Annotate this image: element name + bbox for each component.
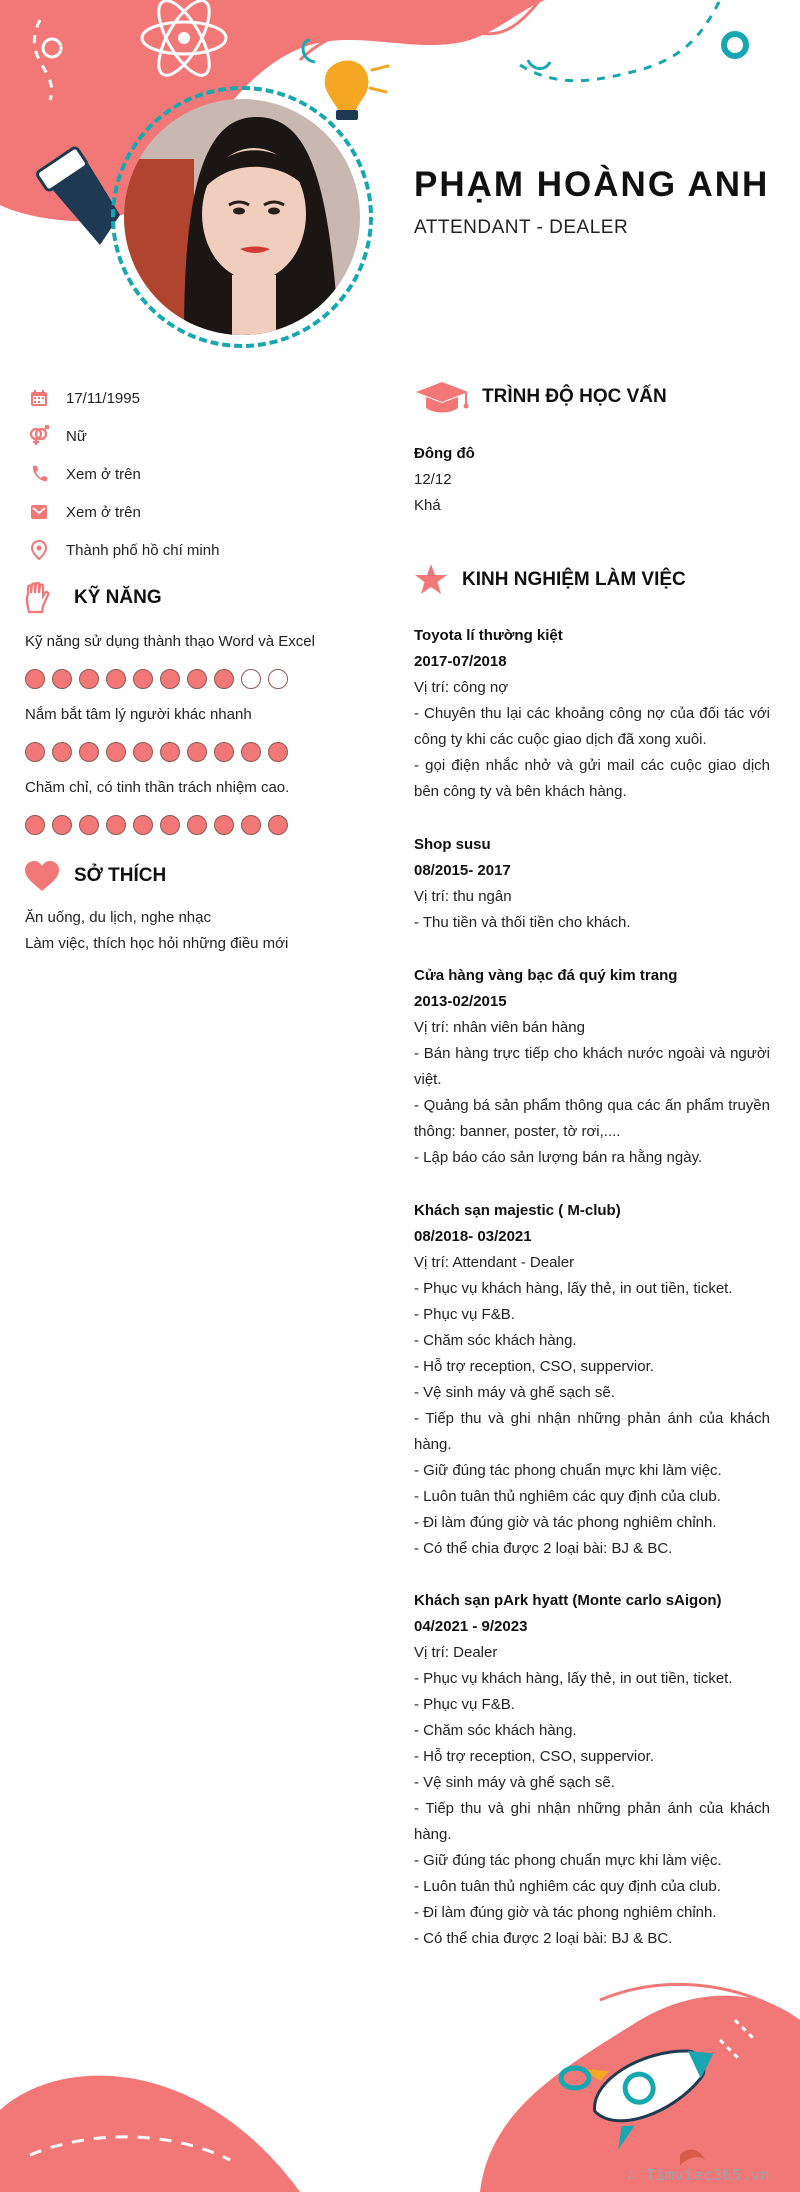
- rating-dot-filled: [133, 669, 153, 689]
- education-heading: [414, 380, 667, 414]
- location-icon: [28, 539, 50, 561]
- rating-dot-filled: [214, 742, 234, 762]
- skill-rating: [25, 742, 288, 762]
- rating-dot-empty: [241, 669, 261, 689]
- rating-dot-filled: [106, 669, 126, 689]
- job-detail: - Đi làm đúng giờ và tác phong nghiêm chỉnh.: [414, 1904, 717, 1921]
- job-detail: - Bán hàng trực tiếp cho khách nước ngoài và người việt.: [414, 1045, 770, 1088]
- job-detail: - gọi điện nhắc nhở và gửi mail các cuộc giao dịch bên công ty và bên khách hàng.: [414, 757, 770, 800]
- job-detail: - Vệ sinh máy và ghế sạch sẽ.: [414, 1774, 615, 1791]
- skill-name: Nắm bắt tâm lý người khác nhanh: [25, 706, 252, 723]
- job-detail: - Giữ đúng tác phong chuẩn mực khi làm việc.: [414, 1462, 722, 1479]
- rating-dot-filled: [160, 742, 180, 762]
- rating-dot-empty: [268, 669, 288, 689]
- job-detail: - Hỗ trợ reception, CSO, suppervior.: [414, 1358, 654, 1375]
- skill-name: Kỹ năng sử dụng thành thạo Word và Excel: [25, 633, 315, 650]
- job-period: 08/2015- 2017: [414, 862, 511, 879]
- company-name: Toyota lí thường kiệt: [414, 627, 563, 644]
- experience-heading-label: KINH NGHIỆM LÀM VIỆC: [462, 569, 686, 590]
- job-detail: - Giữ đúng tác phong chuẩn mực khi làm việc.: [414, 1852, 722, 1869]
- contact-address: [28, 538, 219, 562]
- job-detail: - Tiếp thu và ghi nhận những phản ánh của khách hàng.: [414, 1410, 770, 1453]
- company-name: Khách sạn majestic ( M-club): [414, 1202, 621, 1219]
- experience-entry: [414, 832, 770, 936]
- rating-dot-filled: [214, 815, 234, 835]
- job-detail: - Tiếp thu và ghi nhận những phản ánh của khách hàng.: [414, 1800, 770, 1843]
- job-detail: - Chuyên thu lại các khoảng công nợ của đối tác với công ty khi các cuộc giao dịch đã xong xuôi.: [414, 705, 770, 748]
- job-detail: - Hỗ trợ reception, CSO, suppervior.: [414, 1748, 654, 1765]
- email-text: Xem ở trên: [66, 503, 141, 521]
- gender-text: Nữ: [66, 427, 87, 445]
- rating-dot-filled: [52, 815, 72, 835]
- job-detail: - Lập báo cáo sản lượng bán ra hằng ngày.: [414, 1149, 703, 1166]
- job-detail: - Phục vụ khách hàng, lấy thẻ, in out tiền, ticket.: [414, 1670, 733, 1687]
- rating-dot-filled: [106, 815, 126, 835]
- contact-phone: [28, 462, 141, 486]
- job-detail: Vị trí: Dealer: [414, 1644, 498, 1661]
- rating-dot-filled: [79, 815, 99, 835]
- contact-birthday: [28, 386, 140, 410]
- rating-dot-filled: [187, 742, 207, 762]
- rating-dot-filled: [79, 742, 99, 762]
- job-detail: - Thu tiền và thối tiền cho khách.: [414, 914, 631, 931]
- job-detail: Vị trí: nhân viên bán hàng: [414, 1019, 585, 1036]
- job-detail: - Đi làm đúng giờ và tác phong nghiêm chỉnh.: [414, 1514, 717, 1531]
- rating-dot-filled: [268, 742, 288, 762]
- rating-dot-filled: [133, 815, 153, 835]
- address-text: Thành phố hồ chí minh: [66, 541, 220, 559]
- job-detail: Vị trí: Attendant - Dealer: [414, 1254, 575, 1271]
- rating-dot-filled: [187, 815, 207, 835]
- job-detail: - Chăm sóc khách hàng.: [414, 1332, 577, 1349]
- avatar: [124, 99, 360, 335]
- rating-dot-filled: [79, 669, 99, 689]
- job-period: 2017-07/2018: [414, 653, 507, 670]
- experience-entry: [414, 623, 770, 805]
- rating-dot-filled: [241, 742, 261, 762]
- rating-dot-filled: [160, 669, 180, 689]
- job-detail: - Chăm sóc khách hàng.: [414, 1722, 577, 1739]
- job-detail: - Có thể chia được 2 loại bài: BJ & BC.: [414, 1540, 673, 1557]
- watermark: ∴ Timviec365.vn: [627, 2166, 770, 2184]
- skill-rating: [25, 815, 288, 835]
- rating-dot-filled: [25, 669, 45, 689]
- education-entry: [414, 441, 770, 519]
- education-grade: Khá: [414, 497, 441, 514]
- contact-email: [28, 500, 141, 524]
- company-name: Khách sạn pArk hyatt (Monte carlo sAigon): [414, 1592, 722, 1609]
- job-detail: - Có thể chia được 2 loại bài: BJ & BC.: [414, 1930, 673, 1947]
- rating-dot-filled: [25, 815, 45, 835]
- gender-icon: [28, 425, 50, 447]
- skills-heading: [24, 582, 162, 614]
- email-icon: [28, 501, 50, 523]
- rating-dot-filled: [160, 815, 180, 835]
- job-period: 08/2018- 03/2021: [414, 1228, 532, 1245]
- job-detail: - Phục vụ khách hàng, lấy thẻ, in out tiền, ticket.: [414, 1280, 733, 1297]
- rating-dot-filled: [52, 669, 72, 689]
- graduation-cap-icon: [414, 380, 470, 414]
- rating-dot-filled: [268, 815, 288, 835]
- hobby-line: Làm việc, thích học hỏi những điều mới: [25, 935, 289, 952]
- job-detail: Vị trí: công nợ: [414, 679, 509, 696]
- contact-gender: [28, 424, 87, 448]
- job-detail: Vị trí: thu ngân: [414, 888, 512, 905]
- job-detail: - Quảng bá sản phẩm thông qua các ấn phẩm truyền thông: banner, poster, tờ rơi,....: [414, 1097, 770, 1140]
- phone-icon: [28, 463, 50, 485]
- footer-decoration: [0, 1960, 800, 2192]
- hobbies-heading-label: SỞ THÍCH: [74, 865, 167, 886]
- rating-dot-filled: [133, 742, 153, 762]
- rating-dot-filled: [187, 669, 207, 689]
- hobbies-heading: [24, 860, 166, 892]
- experience-heading: [414, 563, 686, 597]
- job-detail: - Luôn tuân thủ nghiêm các quy định của club.: [414, 1878, 721, 1895]
- rating-dot-filled: [214, 669, 234, 689]
- hand-icon: [24, 582, 50, 614]
- birthday-text: 17/11/1995: [66, 389, 140, 407]
- candidate-name: PHẠM HOÀNG ANH: [414, 165, 770, 204]
- job-detail: - Phục vụ F&B.: [414, 1306, 515, 1323]
- skill-name: Chăm chỉ, có tinh thần trách nhiệm cao.: [25, 779, 290, 796]
- education-time: 12/12: [414, 471, 452, 488]
- calendar-icon: [28, 387, 50, 409]
- education-heading-label: TRÌNH ĐỘ HỌC VẤN: [482, 386, 667, 407]
- rating-dot-filled: [106, 742, 126, 762]
- experience-entry: [414, 963, 770, 1171]
- company-name: Cửa hàng vàng bạc đá quý kim trang: [414, 967, 678, 984]
- hobby-line: Ăn uống, du lịch, nghe nhạc: [25, 909, 211, 926]
- experience-entry: [414, 1198, 770, 1562]
- company-name: Shop susu: [414, 836, 491, 853]
- heart-icon: [24, 860, 62, 892]
- experience-entry: [414, 1588, 770, 1952]
- job-period: 2013-02/2015: [414, 993, 507, 1010]
- star-icon: [414, 563, 450, 597]
- rating-dot-filled: [25, 742, 45, 762]
- job-detail: - Phục vụ F&B.: [414, 1696, 515, 1713]
- school-name: Đông đô: [414, 445, 475, 462]
- phone-text: Xem ở trên: [66, 465, 141, 483]
- job-detail: - Luôn tuân thủ nghiêm các quy định của club.: [414, 1488, 721, 1505]
- job-detail: - Vệ sinh máy và ghế sạch sẽ.: [414, 1384, 615, 1401]
- rating-dot-filled: [241, 815, 261, 835]
- skills-heading-label: KỸ NĂNG: [74, 587, 162, 608]
- candidate-title: ATTENDANT - DEALER: [414, 217, 629, 238]
- rating-dot-filled: [52, 742, 72, 762]
- job-period: 04/2021 - 9/2023: [414, 1618, 528, 1635]
- skill-rating: [25, 669, 288, 689]
